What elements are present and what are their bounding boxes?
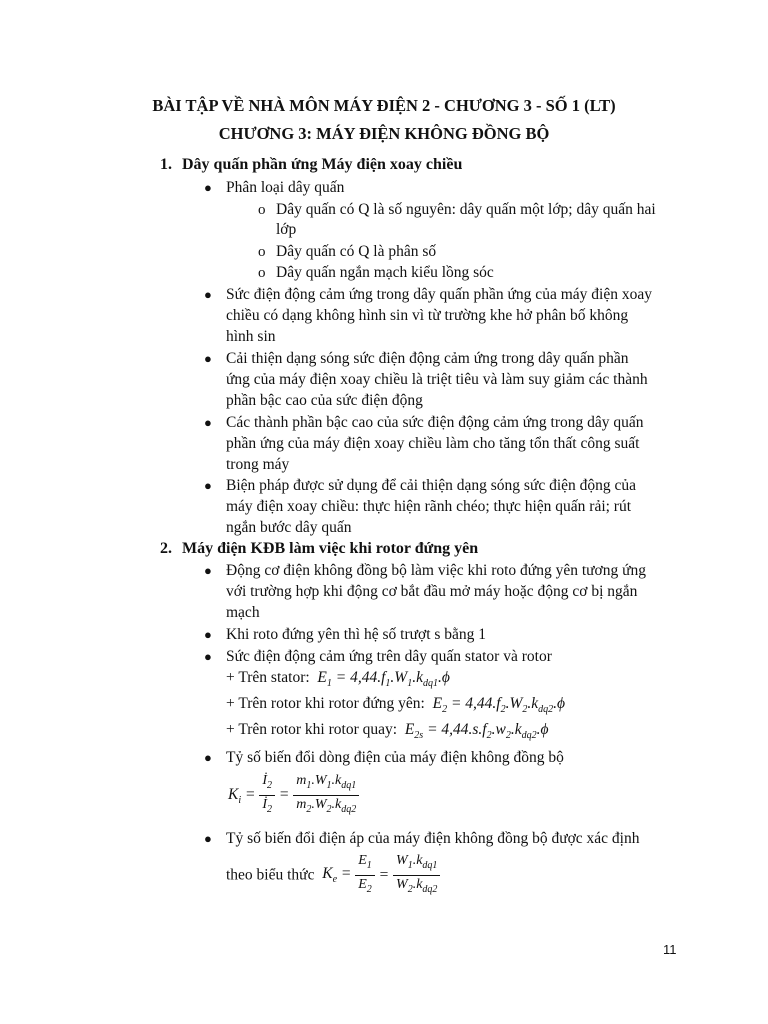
list-item-cont: máy điện xoay chiều: thực hiện rãnh chéo; thực hiện quấn rải; rút (226, 498, 632, 515)
section-2-number: 2. (160, 540, 172, 557)
list-item-cont: hình sin (226, 328, 276, 345)
formula-label: + Trên rotor khi rotor đứng yên: (226, 695, 425, 712)
bullet-icon: ● (204, 750, 212, 765)
bullet-icon: ● (204, 287, 212, 302)
list-item-cont: ngắn bước dây quấn (226, 519, 352, 536)
list-item: Khi roto đứng yên thì hệ số trượt s bằng 1 (226, 626, 487, 643)
fraction: $\frac{W_1.k_{dq1}}{W_2.k_{dq2}}$ (393, 852, 440, 899)
list-item-cont: ứng của máy điện xoay chiều là triệt tiêu và làm suy giảm các thành (226, 371, 648, 388)
circle-bullet-icon: o (258, 202, 266, 218)
list-item: Động cơ điện không đồng bộ làm việc khi roto đứng yên tương ứng (226, 562, 646, 579)
bullet-icon: ● (204, 180, 212, 195)
formula-current-ratio: $K_i$ = $\frac{İ_2}{İ_2}$ = $\frac{m_1.W_1.k_{dq1}}{m_2.W_2.k_{dq2}}$ (228, 772, 359, 819)
list-item: Phân loại dây quấn (226, 179, 345, 196)
list-item: Các thành phần bậc cao của sức điện động cảm ứng trong dây quấn (226, 414, 644, 431)
bullet-icon: ● (204, 478, 212, 493)
fraction: $\frac{m_1.W_1.k_{dq1}}{m_2.W_2.k_{dq2}}$ (293, 772, 359, 819)
formula-label: theo biểu thức (226, 866, 315, 884)
list-item-cont: phần bậc cao của sức điện động (226, 392, 423, 409)
chapter-title: CHƯƠNG 3: MÁY ĐIỆN KHÔNG ĐỒNG BỘ (218, 124, 550, 143)
list-item: Tỷ số biến đổi điện áp của máy điện không đồng bộ được xác định (226, 830, 640, 847)
formula-rotor-standstill (226, 694, 565, 720)
bullet-icon: ● (204, 831, 212, 846)
sub-list-item: Dây quấn có Q là phân số (276, 243, 437, 260)
page-title: BÀI TẬP VỀ NHÀ MÔN MÁY ĐIỆN 2 - CHƯƠNG 3 - SỐ 1 (LT) (152, 96, 616, 115)
formula-rotor-rotating (226, 720, 549, 746)
list-item-cont: với trường hợp khi động cơ bắt đầu mở máy hoặc động cơ bị ngắn (226, 583, 638, 600)
list-item-cont: mạch (226, 604, 260, 621)
list-item-cont: phần ứng của máy điện xoay chiều làm cho tăng tổn thất công suất (226, 435, 640, 452)
sub-list-item: Dây quấn ngắn mạch kiểu lồng sóc (276, 264, 494, 281)
bullet-icon: ● (204, 415, 212, 430)
section-1-title: Dây quấn phần ứng Máy điện xoay chiều (182, 156, 463, 173)
list-item: Cải thiện dạng sóng sức điện động cảm ứng trong dây quấn phần (226, 350, 629, 367)
list-item: Sức điện động cảm ứng trong dây quấn phần ứng của máy điện xoay (226, 286, 652, 303)
sub-list-item: Dây quấn có Q là số nguyên: dây quấn một lớp; dây quấn hai (276, 201, 656, 218)
formula-expression: $E_{2s} = 4,44.s.f_2.w_2.k_{dq2}.\phi$ (400, 721, 549, 742)
formula-voltage-ratio: theo biểu thức $K_e$ = $\frac{E_1}{E_2}$ = $\frac{W_1.k_{dq1}}{W_2.k_{dq2}}$ (226, 852, 440, 899)
circle-bullet-icon: o (258, 244, 266, 260)
formula-label: + Trên stator: (226, 669, 310, 686)
sub-list-item-cont: lớp (276, 221, 297, 238)
formula-expression: $E_2 = 4,44.f_2.W_2.k_{dq2}.\phi$ (428, 695, 566, 716)
circle-bullet-icon: o (258, 265, 266, 281)
list-item: Tỷ số biến đổi dòng điện của máy điện không đồng bộ (226, 749, 564, 766)
formula-expression: $E_1 = 4,44.f_1.W_1.k_{dq1}.\phi$ (313, 669, 450, 690)
formula-stator (226, 668, 450, 694)
section-1-number: 1. (160, 156, 172, 173)
formula-label: + Trên rotor khi rotor quay: (226, 721, 398, 738)
section-1-heading (160, 156, 462, 174)
bullet-icon: ● (204, 351, 212, 366)
bullet-icon: ● (204, 649, 212, 664)
list-item-cont: chiều có dạng không hình sin vì từ trường khe hở phân bố không (226, 307, 629, 324)
fraction: $\frac{E_1}{E_2}$ (355, 852, 375, 899)
list-item: Sức điện động cảm ứng trên dây quấn stator và rotor (226, 648, 552, 665)
fraction: $\frac{İ_2}{İ_2}$ (259, 772, 275, 819)
page-number: 11 (663, 942, 677, 957)
bullet-icon: ● (204, 627, 212, 642)
section-2-title: Máy điện KĐB làm việc khi rotor đứng yên (182, 540, 479, 557)
list-item-cont: trong máy (226, 456, 290, 473)
section-2-heading (160, 540, 478, 558)
list-item: Biện pháp được sử dụng để cải thiện dạng sóng sức điện động của (226, 477, 637, 494)
bullet-icon: ● (204, 563, 212, 578)
